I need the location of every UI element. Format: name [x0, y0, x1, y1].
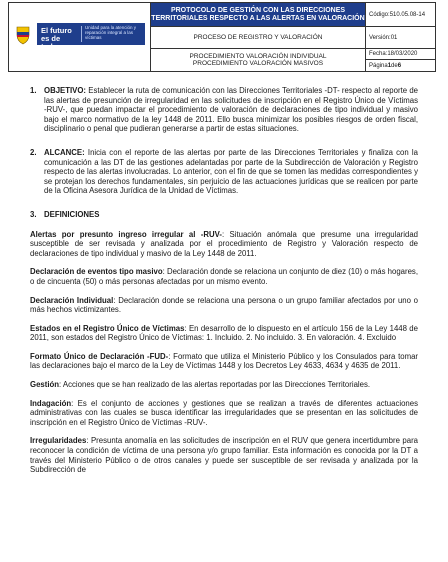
document-metadata — [365, 3, 435, 71]
section-title: DEFINICIONES — [44, 209, 100, 219]
document-code — [366, 3, 436, 27]
logo-sub-text: Unidad para la atención y reparación integral a las víctimas — [85, 25, 137, 40]
definition-text: : Acciones que se han realizado de las alertas reportadas por las Direcciones Territoriales. — [59, 380, 371, 390]
definition-item — [30, 380, 418, 390]
section-text: Establecer la ruta de comunicación con las Direcciones Territoriales -DT- respecto al reporte de las alertas de presunción de irregularidad en las solicitudes de inscripción en el Registro Único de Víctimas -RUV-, que puedan impactar el procedimiento de valoración de declaraciones de tipo individual y masivo bajo el marco normativo de la ley 1448 de 2011. Ello busca minimizar los posibles riesgos de orden fiscal, disciplinario o penal que pudieran generarse a partir de estas situaciones. — [44, 86, 418, 134]
section-paragraph — [30, 86, 418, 134]
section-title: ALCANCE: — [44, 147, 85, 157]
definition-item — [30, 230, 418, 259]
page-total: 6 — [397, 62, 402, 69]
page-number — [366, 60, 436, 71]
code-value: 510.05.08-14 — [389, 11, 426, 18]
process-name: PROCESO DE REGISTRO Y VALORACIÓN — [151, 27, 365, 49]
section-alcance — [30, 148, 418, 196]
date-label: Fecha: — [369, 51, 388, 57]
definition-text: : Declaración donde se relaciona una persona o un grupo familiar afectados por uno o más hechos victimizantes. — [30, 295, 419, 315]
section-number: 1. — [30, 86, 37, 95]
definition-item — [30, 296, 418, 315]
document-date — [366, 49, 436, 60]
definition-item — [30, 399, 418, 428]
procedure-line-2: PROCEDIMIENTO VALORACIÓN MASIVOS — [192, 60, 324, 67]
definition-term: Gestión — [30, 380, 60, 390]
page-label: Página — [369, 62, 388, 69]
section-number: 2. — [30, 147, 37, 157]
version-label: Versión: — [369, 34, 391, 41]
logo-main-text: El futuro es de todos — [41, 26, 72, 51]
definition-item — [30, 352, 418, 371]
procedure-line-1: PROCEDIMIENTO VALORACIÓN INDIVIDUAL — [189, 52, 327, 60]
definition-text: : Declaración donde se relaciona un conjunto de diez (10) o más hogares, o de cincuenta (50) o más personas afectadas por un mismo evento. — [30, 267, 418, 286]
definition-text: : En desarrollo de lo dispuesto en el artículo 156 de la Ley 1448 de 2011, son estados del Registro Único de Víctimas: 1. Incluido. 2. No incluido. 3. En valoración. 4. Excluido — [30, 323, 418, 343]
definition-term: Indagación — [30, 398, 72, 408]
version-value: 01 — [390, 34, 398, 41]
section-number: 3. — [30, 209, 37, 219]
definition-text: : Situación anómala que presume una irregularidad susceptible de ser revisada y analizada por el procedimiento de Registro y Valoración respecto de declaraciones de tipo individual y masivo de la Ley 1448 de 2011. — [30, 229, 418, 258]
section-definiciones — [30, 210, 418, 220]
page-current: 1 — [387, 62, 392, 69]
definition-item — [30, 436, 418, 474]
definition-term: Alertas por presunto ingreso irregular al -RUV- — [30, 229, 223, 239]
logo-banner — [37, 23, 145, 51]
section-title: OBJETIVO: — [44, 86, 87, 95]
definition-text: : Formato que utiliza el Ministerio Público y los Consulados para tomar las declaraciones bajo el marco de la Ley de Víctimas 1448 y los Decretos Ley 4633, 4634 y 4635 de 2011. — [30, 351, 419, 371]
definition-term: Estados en el Registro Único de Víctimas — [30, 323, 185, 333]
definition-text: : Presunta anomalía en las solicitudes de inscripción en el RUV que genera incertidumbre para reconocer la condición de víctima de una persona y/o grupo familiar. Esta información es conocida por la DT a través del Ministerio Público o de otros canales y puede ser susceptible de ser revisada y analizada por la Subdirección de — [30, 436, 418, 475]
document-header — [8, 2, 436, 72]
definition-text: : Es el conjunto de acciones y gestiones que se realizan a través de diferentes actuaciones administrativas con las cuales se busca identificar las irregularidades que se presentan en las solicitudes de inscripción en el Registro Único de Víctimas -RUV-. — [30, 398, 418, 427]
coat-of-arms-icon — [15, 25, 31, 45]
institution-logo — [9, 3, 151, 71]
section-paragraph — [30, 148, 418, 196]
document-title: PROTOCOLO DE GESTIÓN CON LAS DIRECCIONES TERRITORIALES RESPECTO A LAS ALERTAS EN VALORACIÓN — [151, 3, 365, 27]
page-of: de — [391, 62, 398, 69]
definition-term: Declaración Individual — [30, 295, 114, 305]
definition-term: Declaración de eventos tipo masivo — [30, 267, 163, 277]
definition-item — [30, 267, 418, 286]
procedure-names — [151, 49, 365, 71]
definition-term: Irregularidades — [30, 436, 87, 446]
logo-separator — [81, 26, 82, 42]
code-label: Código: — [369, 11, 390, 18]
document-version — [366, 27, 436, 49]
document-body — [30, 86, 418, 484]
date-value: 18/03/2020 — [387, 51, 418, 57]
definition-item — [30, 324, 418, 343]
section-text: Inicia con el reporte de las alertas por parte de las Direcciones Territoriales y finaliza con la comunicación a las DT de las gestiones adelantadas por parte de la Subdirección de Valoración y Registro respecto de las alertas involucradas. Lo anterior, con el fin de que se tomen las medidas correspondientes y se protejan los derechos fundamentales, sin perjuicio de las actuaciones jurídicas que se realicen por parte de la Oficina Asesora Jurídica de la Unidad de Víctimas. — [44, 147, 418, 196]
definition-term: Formato Único de Declaración -FUD- — [30, 351, 169, 361]
section-objetivo — [30, 86, 418, 134]
